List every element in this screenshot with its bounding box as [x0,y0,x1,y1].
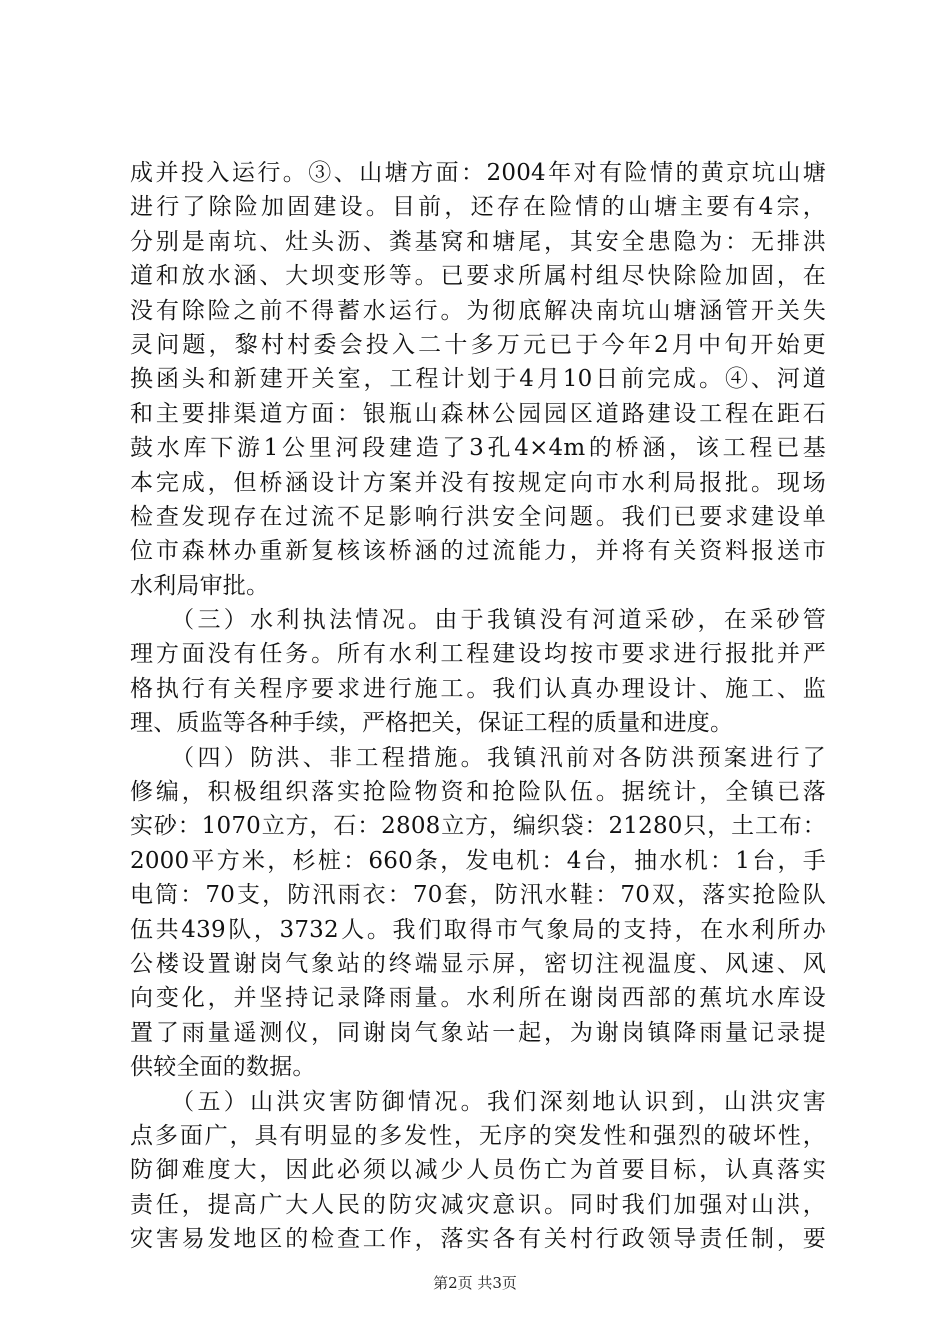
text-line: 置了雨量遥测仪，同谢岗气象站一起，为谢岗镇降雨量记录提 [130,1019,826,1046]
text-line: 水利局审批。 [130,572,270,599]
text-line: 格执行有关程序要求进行施工。我们认真办理设计、施工、监 [130,675,826,702]
text-line: （四）防洪、非工程措施。我镇汛前对各防洪预案进行了 [130,744,826,771]
text-line: 点多面广，具有明显的多发性，无序的突发性和强烈的破坏性， [130,1122,826,1149]
text-line: 供较全面的数据。 [130,1054,316,1081]
text-line: 2000平方米，杉桩：660条，发电机：4台，抽水机：1台，手 [130,847,826,874]
text-line: 公楼设置谢岗气象站的终端显示屏，密切注视温度、风速、风 [130,950,826,977]
text-line: 实砂：1070立方，石：2808立方，编织袋：21280只，土工布： [130,813,826,840]
text-line: 伍共439队，3732人。我们取得市气象局的支持，在水利所办 [130,916,826,943]
text-line: 责任，提高广大人民的防灾减灾意识。同时我们加强对山洪， [130,1191,826,1218]
text-line: 理方面没有任务。所有水利工程建设均按市要求进行报批并严 [130,641,826,668]
text-line: 修编，积极组织落实抢险物资和抢险队伍。据统计，全镇已落 [130,779,826,806]
text-line: 鼓水库下游1公里河段建造了3孔4×4m的桥涵，该工程已基 [130,435,826,462]
text-line: 灾害易发地区的检查工作，落实各有关村行政领导责任制，要 [130,1226,826,1253]
text-line: 没有除险之前不得蓄水运行。为彻底解决南坑山塘涵管开关失 [130,297,826,324]
text-line: （五）山洪灾害防御情况。我们深刻地认识到，山洪灾害 [130,1088,826,1115]
text-line: 检查发现存在过流不足影响行洪安全问题。我们已要求建设单 [130,503,826,530]
text-line: 理、质监等各种手续，严格把关，保证工程的质量和进度。 [130,710,734,737]
text-line: 道和放水涵、大坝变形等。已要求所属村组尽快除险加固，在 [130,263,826,290]
text-line: 位市森林办重新复核该桥涵的过流能力，并将有关资料报送市 [130,538,826,565]
text-line: （三）水利执法情况。由于我镇没有河道采砂，在采砂管 [130,607,826,634]
text-line: 换函头和新建开关室，工程计划于4月10日前完成。④、河道 [130,366,826,393]
text-line: 灵问题，黎村村委会投入二十多万元已于今年2月中旬开始更 [130,331,826,358]
text-line: 电筒：70支，防汛雨衣：70套，防汛水鞋：70双，落实抢险队 [130,882,826,909]
text-line: 本完成，但桥涵设计方案并没有按规定向市水利局报批。现场 [130,469,826,496]
text-line: 进行了除险加固建设。目前，还存在险情的山塘主要有4宗， [130,194,826,221]
page-footer: 第2页 共3页 [433,1274,517,1292]
text-line: 成并投入运行。③、山塘方面：2004年对有险情的黄京坑山塘 [130,160,826,186]
text-line: 向变化，并坚持记录降雨量。水利所在谢岗西部的蕉坑水库设 [130,985,826,1012]
text-line: 分别是南坑、灶头沥、粪基窝和塘尾，其安全患隐为：无排洪 [130,228,826,255]
body-text [130,156,826,1257]
text-line: 和主要排渠道方面：银瓶山森林公园园区道路建设工程在距石 [130,400,826,427]
text-line: 防御难度大，因此必须以减少人员伤亡为首要目标，认真落实 [130,1157,826,1184]
